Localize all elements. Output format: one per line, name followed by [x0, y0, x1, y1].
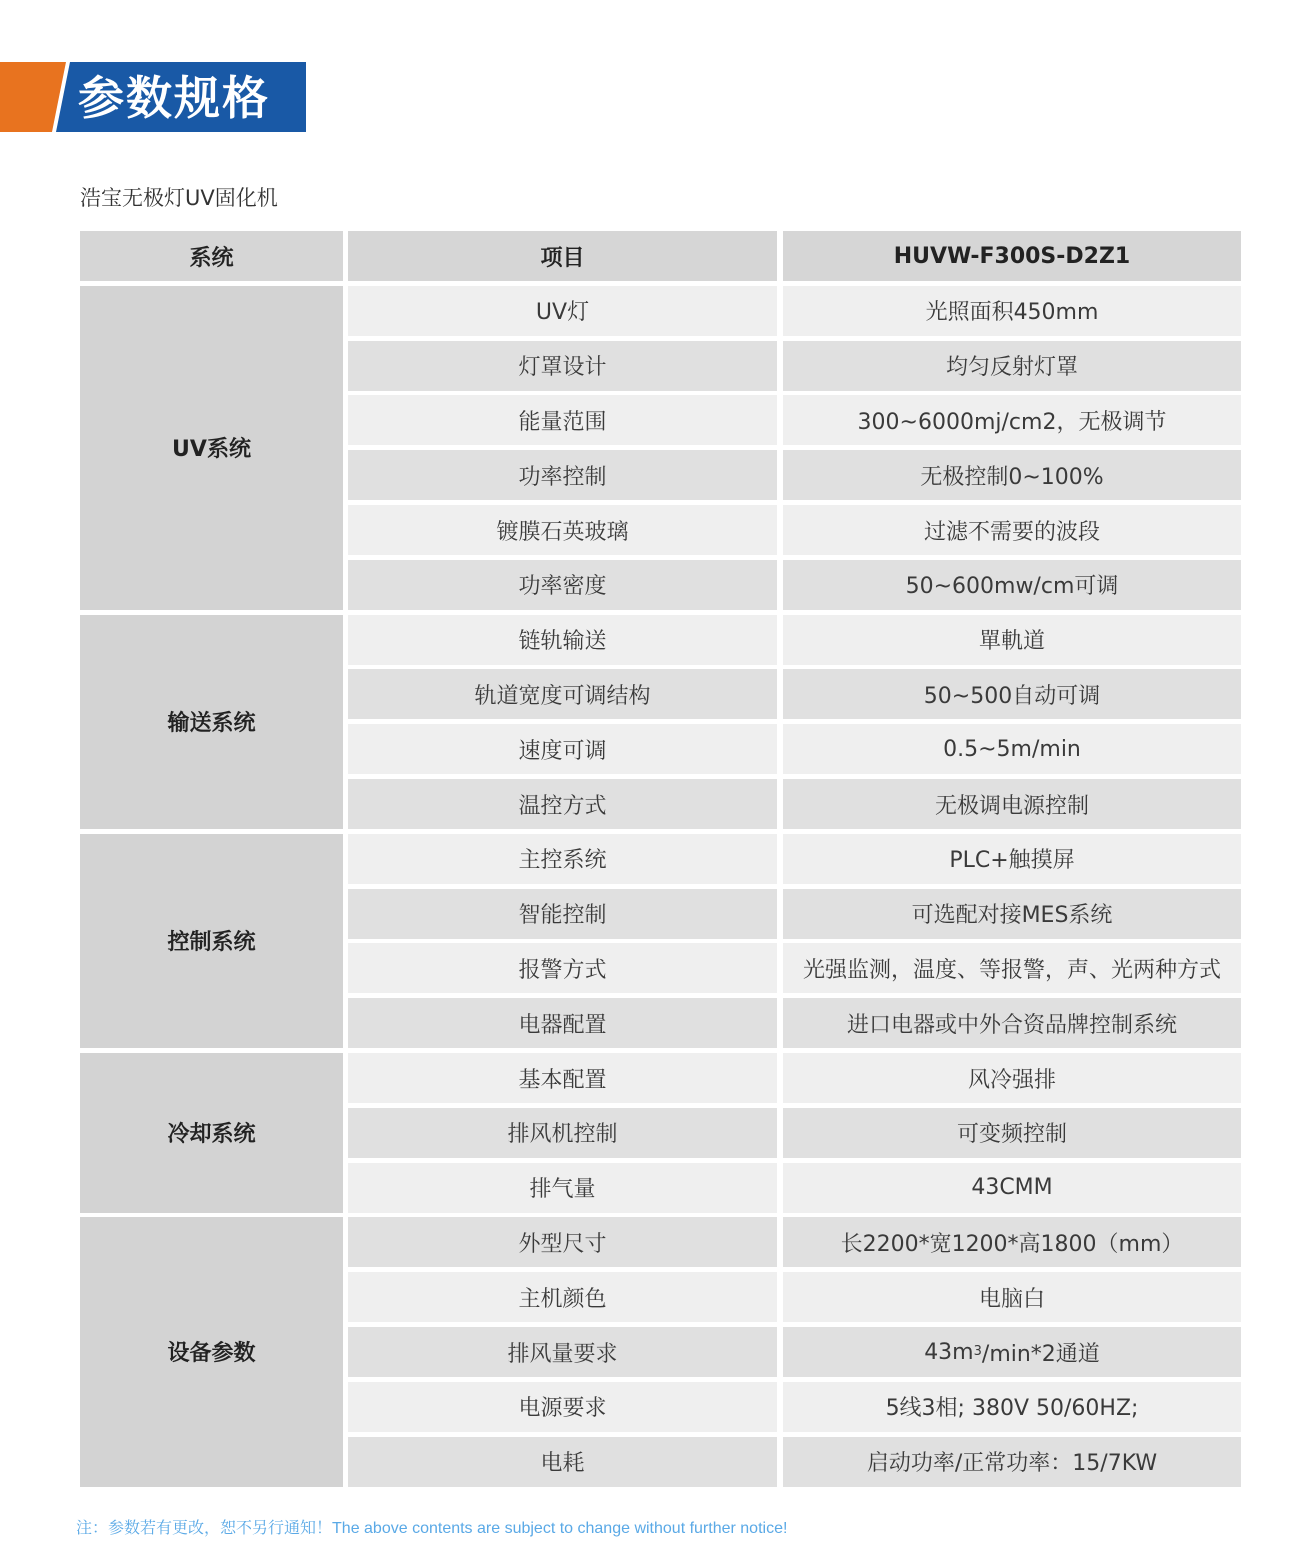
item-cell: 链轨输送	[348, 615, 777, 665]
item-cell: 轨道宽度可调结构	[348, 669, 777, 719]
item-cell: 外型尺寸	[348, 1217, 777, 1267]
value-cell: 电脑白	[783, 1272, 1241, 1322]
item-cell: UV灯	[348, 286, 777, 336]
value-cell: 單軌道	[783, 615, 1241, 665]
value-cell: 43m 3 /min*2通道	[783, 1327, 1241, 1377]
value-cell: 0.5~5m/min	[783, 724, 1241, 774]
value-cell: 长2200*宽1200*高1800（mm）	[783, 1217, 1241, 1267]
item-cell: 功率控制	[348, 450, 777, 500]
table-header-row	[80, 231, 1241, 281]
value-cell: 均匀反射灯罩	[783, 341, 1241, 391]
value-cell: 光强监测，温度、等报警，声、光两种方式	[783, 943, 1241, 993]
value-cell: 50~500自动可调	[783, 669, 1241, 719]
item-cell: 灯罩设计	[348, 341, 777, 391]
item-cell: 速度可调	[348, 724, 777, 774]
item-cell: 排气量	[348, 1163, 777, 1213]
item-cell: 功率密度	[348, 560, 777, 610]
footnote	[76, 1515, 787, 1538]
value-cell: 可变频控制	[783, 1108, 1241, 1158]
item-cell: 基本配置	[348, 1053, 777, 1103]
footnote-cn: 注：参数若有更改，恕不另行通知！	[76, 1518, 333, 1537]
value-cell: 43CMM	[783, 1163, 1241, 1213]
footnote-en: The above contents are subject to change without further notice!	[332, 1520, 788, 1537]
value-cell: 50~600mw/cm可调	[783, 560, 1241, 610]
value-cell: 无极控制0~100%	[783, 450, 1241, 500]
column-header-model: HUVW-F300S-D2Z1	[783, 231, 1241, 281]
group-label: 控制系统	[80, 834, 343, 1048]
item-cell: 报警方式	[348, 943, 777, 993]
value-cell: PLC+触摸屏	[783, 834, 1241, 884]
product-subtitle: 浩宝无极灯UV固化机	[80, 186, 278, 210]
group-label: UV系统	[80, 286, 343, 610]
group-label: 冷却系统	[80, 1053, 343, 1213]
item-cell: 电耗	[348, 1437, 777, 1487]
value-cell: 无极调电源控制	[783, 779, 1241, 829]
column-header-system: 系统	[80, 231, 343, 281]
item-cell: 主机颜色	[348, 1272, 777, 1322]
value-cell: 启动功率/正常功率：15/7KW	[783, 1437, 1241, 1487]
column-header-item: 项目	[348, 231, 777, 281]
item-cell: 主控系统	[348, 834, 777, 884]
value-text: /min*2通道	[981, 1341, 1100, 1367]
group-label: 输送系统	[80, 615, 343, 829]
value-text: 43m	[924, 1339, 974, 1365]
value-cell: 光照面积450mm	[783, 286, 1241, 336]
group-label: 设备参数	[80, 1217, 343, 1486]
value-cell: 进口电器或中外合资品牌控制系统	[783, 998, 1241, 1048]
item-cell: 电源要求	[348, 1382, 777, 1432]
value-cell: 可选配对接MES系统	[783, 889, 1241, 939]
page-title: 参数规格	[78, 71, 270, 125]
item-cell: 电器配置	[348, 998, 777, 1048]
value-cell: 过滤不需要的波段	[783, 505, 1241, 555]
value-cell: 5线3相; 380V 50/60HZ;	[783, 1382, 1241, 1432]
value-cell: 风冷强排	[783, 1053, 1241, 1103]
value-cell: 300~6000mj/cm2，无极调节	[783, 395, 1241, 445]
item-cell: 镀膜石英玻璃	[348, 505, 777, 555]
item-cell: 排风机控制	[348, 1108, 777, 1158]
item-cell: 能量范围	[348, 395, 777, 445]
item-cell: 温控方式	[348, 779, 777, 829]
item-cell: 排风量要求	[348, 1327, 777, 1377]
item-cell: 智能控制	[348, 889, 777, 939]
